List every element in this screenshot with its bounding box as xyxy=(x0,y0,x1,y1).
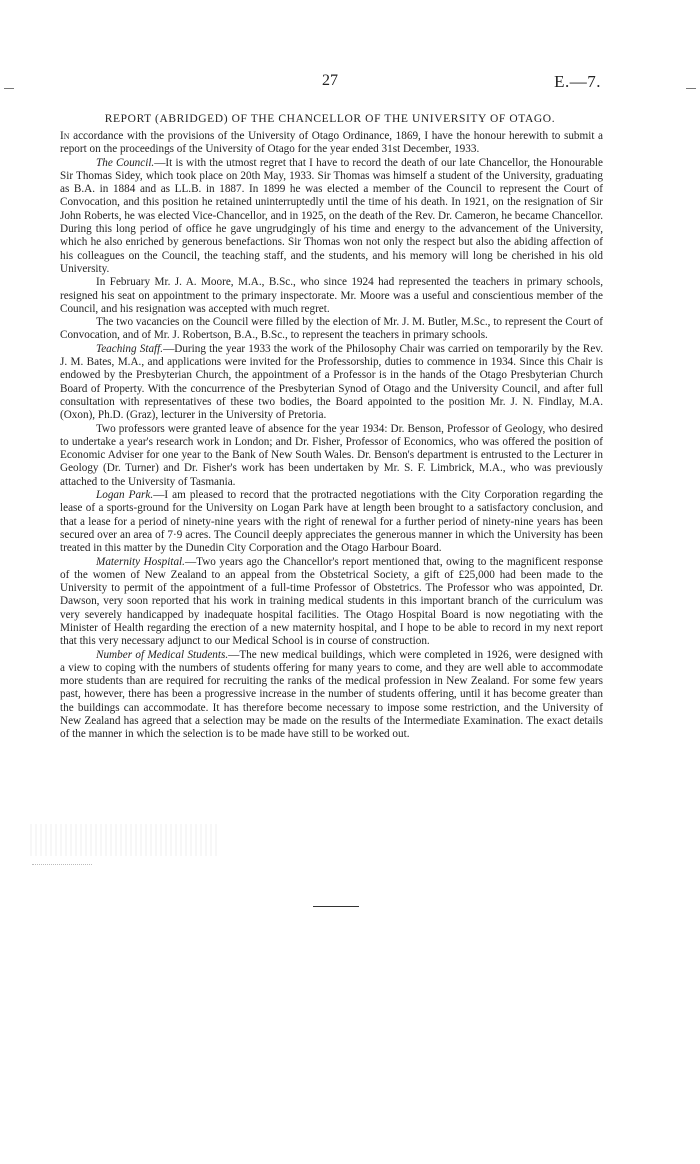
end-rule xyxy=(313,906,359,907)
paragraph-maternity-hospital xyxy=(60,556,603,649)
faint-bleed-through-mark xyxy=(30,824,220,856)
paragraph-leave-of-absence: Two professors were granted leave of absence for the year 1934: Dr. Benson, Professor of Geology, who desired to undertake a year's research work in London; and Dr. Fisher, Professor of Economics, who was offered the position of Economic Adviser for one year to the Bank of New South Wales. Dr. Benson's department is entrusted to the Lecturer in Geology (Dr. Turner) and Dr. Fisher's work has been undertaken by Mr. S. F. Limbrick, M.A., who was previously attached to the University of Tasmania. xyxy=(60,422,603,488)
report-body xyxy=(60,130,603,742)
margin-mark-right xyxy=(686,88,696,89)
page-header xyxy=(60,72,600,94)
maternity-hospital-text: —Two years ago the Chancellor's report mentioned that, owing to the magnificent response of the women of New Zealand to an appeal from the Obstetrical Society, a gift of £25,000 had been made to the University to permit of the appointment of a full-time Professor of Obstetrics. The Professor who was appointed, Dr. Dawson, very soon reported that his work in training medical students in this important branch of the curriculum was very severely handicapped by inadequate hospital facilities. The Otago Hospital Board is now negotiating with the Minister of Health regarding the erection of a new maternity hospital, and I hope to be able to record in my next report that this very necessary adjunct to our Medical School is in course of construction. xyxy=(60,555,604,648)
medical-students-text: —The new medical buildings, which were completed in 1926, were designed with a view to coping with the numbers of students offering for many years to come, and they are well able to accommodate more students than are required for recruiting the ranks of the medical profession in New Zealand. For some few years past, however, there has been a progressive increase in the number of students offering, until it has become greater than the buildings can accommodate. It has therefore become necessary to impose some restriction, and the University of New Zealand has agreed that a selection may be made on the results of the Intermediate Examination. The exact details of the manner in which the selection is to be made have still to be worked out. xyxy=(60,648,603,741)
teaching-staff-text: —During the year 1933 the work of the Philosophy Chair was carried on temporarily by the Rev. J. M. Bates, M.A., and applications were invited for the Professorship, duties to commence in 1934. Since this Chair is endowed by the Presbyterian Church, the appointment of a Professor is in the hands of the Otago Presbyterian Church Board of Property. With the concurrence of the Presbyterian Synod of Otago and the University Council, and after full consultation with representatives of these two bodies, the Board appointed to the position Mr. J. N. Findlay, M.A. (Oxon), Ph.D. (Graz), lecturer in the University of Pretoria. xyxy=(60,342,603,422)
document-reference: E.—7. xyxy=(554,72,601,91)
paragraph-council-vacancies: The two vacancies on the Council were filled by the election of Mr. J. M. Butler, M.Sc., to represent the Court of Convocation, and of Mr. J. Robertson, B.A., B.Sc., to represent the teachers in primary schools. xyxy=(60,316,603,342)
logan-park-text: —I am pleased to record that the protracted negotiations with the City Corporation regarding the lease of a sports-ground for the University on Logan Park have at length been brought to a satisfactory conclusion, and that a lease for a period of ninety-nine years with the right of renewal for a further period of ninety-nine years has been secured over an area of 7·9 acres. The Council deeply appreciates the generous manner in which the University has been treated in this matter by the Dunedin City Corporation and the Otago Harbour Board. xyxy=(60,489,603,555)
section-heading-medical-students: Number of Medical Students. xyxy=(96,648,229,661)
page-number: 27 xyxy=(322,72,338,89)
faint-dotted-line xyxy=(32,864,92,865)
paragraph-medical-students xyxy=(60,649,603,742)
report-title: REPORT (ABRIDGED) OF THE CHANCELLOR OF THE UNIVERSITY OF OTAGO. xyxy=(104,113,556,125)
intro-text: accordance with the provisions of the University of Otago Ordinance, 1869, I have the honour herewith to submit a report on the proceedings of the University of Otago for the year ended 31st December, 1933. xyxy=(60,130,603,156)
paragraph-intro xyxy=(60,130,603,157)
paragraph-teaching-staff xyxy=(60,343,603,423)
paragraph-council-moore: In February Mr. J. A. Moore, M.A., B.Sc., who since 1924 had represented the teachers in primary schools, resigned his seat on appointment to the primary inspectorate. Mr. Moore was a useful and conscientious member of the Council, and his resignation was accepted with much regret. xyxy=(60,276,603,315)
section-heading-logan-park: Logan Park. xyxy=(96,489,154,502)
paragraph-logan-park xyxy=(60,489,603,555)
section-heading-teaching-staff: Teaching Staff. xyxy=(96,342,164,355)
paragraph-council xyxy=(60,157,603,277)
intro-lead-word: In xyxy=(60,130,70,142)
council-text: —It is with the utmost regret that I have to record the death of our late Chancellor, the Honourable Sir Thomas Sidey, which took place on 20th May, 1933. Sir Thomas was himself a student of the University, graduating as B.A. in 1884 and as LL.B. in 1887. In 1899 he was elected a member of the Council to represent the Court of Convocation, and this position he retained uninterruptedly until the time of his death. In 1921, on the resignation of Sir John Roberts, he was elected Vice-Chancellor, and in 1925, on the death of the Rev. Dr. Cameron, he became Chancellor. During this long period of office he gave ungrudgingly of his time and energy to the advancement of the University, which he also enriched by generous benefactions. Sir Thomas won not only the respect but also the abiding affection of his colleagues on the Council, the teaching staff, and the students, and his memory will long be cherished in his old University. xyxy=(60,156,603,275)
margin-mark-left xyxy=(4,88,14,89)
section-heading-maternity-hospital: Maternity Hospital. xyxy=(96,555,185,568)
section-heading-council: The Council. xyxy=(96,156,155,169)
